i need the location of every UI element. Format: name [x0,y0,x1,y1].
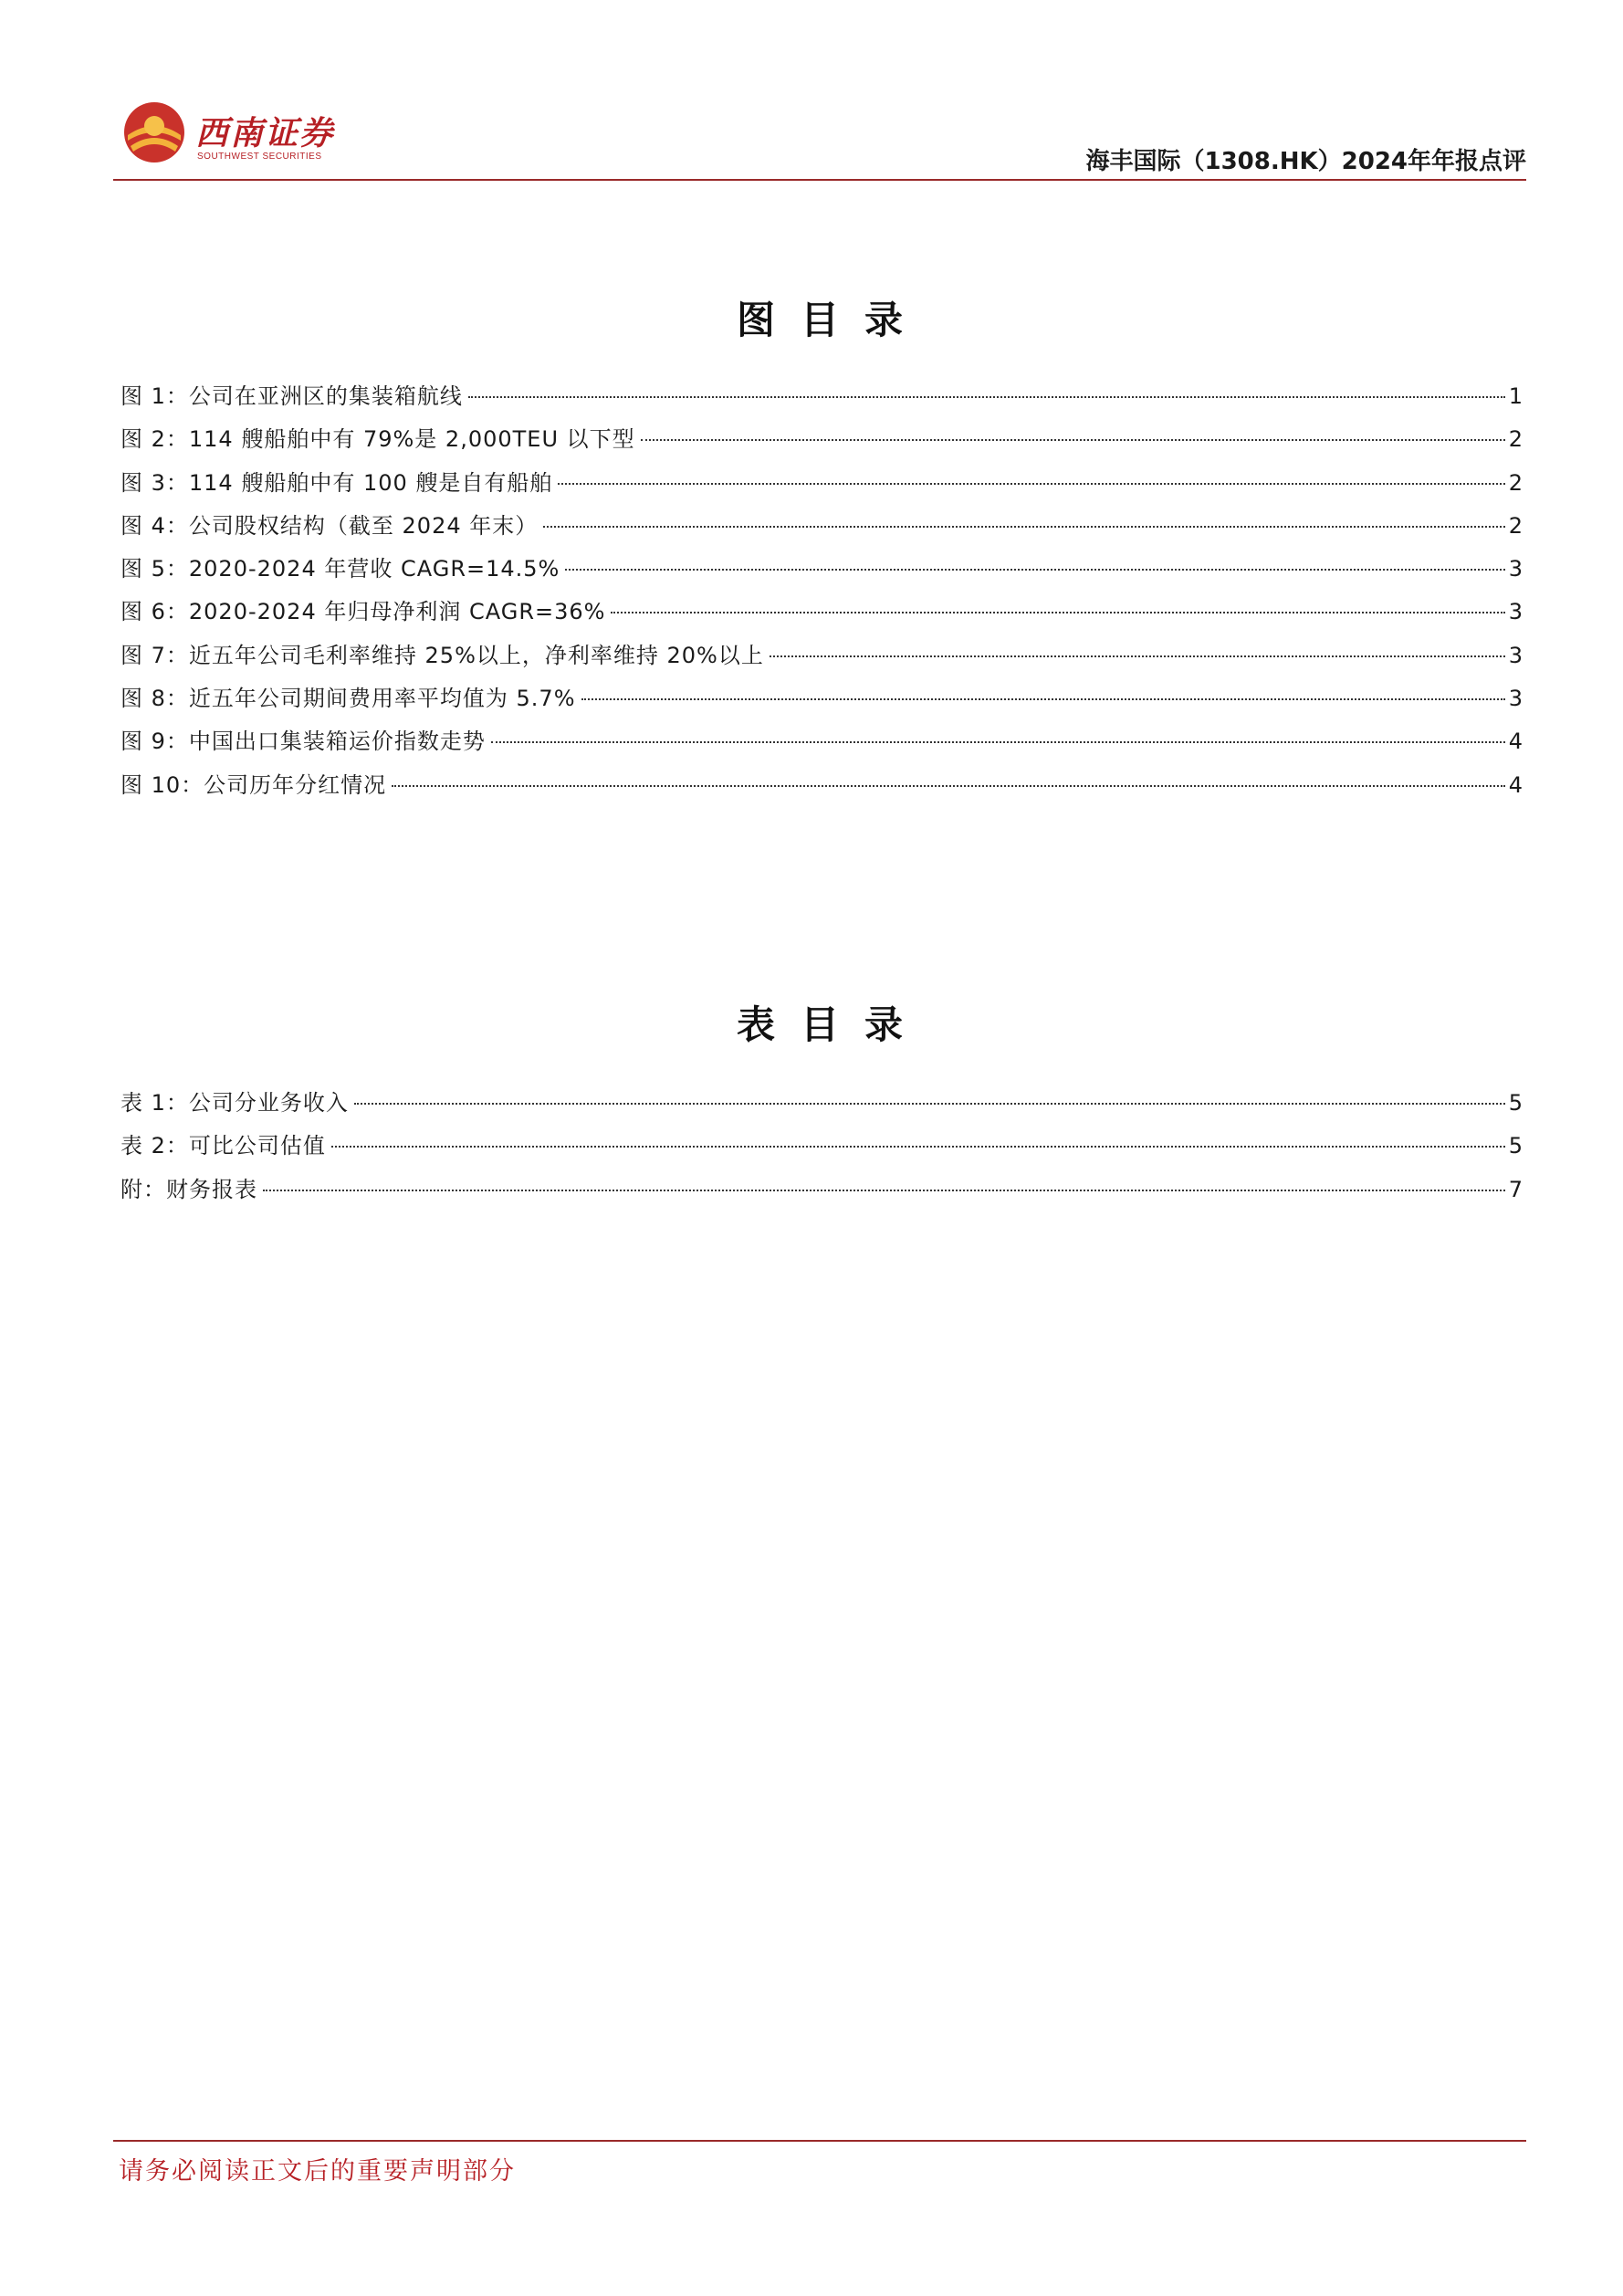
toc-dot-leader [468,396,1505,398]
toc-dot-leader [543,526,1504,528]
toc-entry[interactable] [120,378,1523,421]
page-header [113,95,1526,183]
toc-dot-leader [581,698,1505,700]
toc-entry-label: 图 5：2020-2024 年营收 CAGR=14.5% [120,556,560,582]
brand-name-cn: 西南证券 [195,114,335,152]
toc-entry[interactable] [120,637,1523,680]
toc-entry[interactable] [120,723,1523,766]
footer-divider [113,2140,1526,2142]
toc-entry-page: 4 [1508,771,1523,798]
toc-entry-page: 3 [1508,599,1523,625]
toc-dot-leader [641,439,1505,441]
report-title: 海丰国际（1308.HK）2024年年报点评 [1085,148,1526,175]
tables-toc-list [120,1085,1523,1214]
toc-entry-page: 7 [1508,1176,1523,1202]
brand-logo [122,100,378,170]
toc-entry-page: 1 [1508,383,1523,409]
tables-toc-heading [113,995,1526,1050]
toc-entry-label: 表 1：公司分业务收入 [120,1090,349,1116]
toc-entry-page: 2 [1508,469,1523,496]
tables-toc-heading-text: 表目录 [736,1002,928,1047]
toc-dot-leader [611,612,1504,613]
toc-entry[interactable] [120,1171,1523,1214]
toc-entry-label: 图 8：近五年公司期间费用率平均值为 5.7% [120,686,576,712]
figures-toc-list [120,378,1523,810]
toc-entry-label: 图 1：公司在亚洲区的集装箱航线 [120,383,463,409]
figures-toc-heading [113,290,1526,345]
toc-entry-label: 图 10：公司历年分红情况 [120,771,387,798]
toc-dot-leader [331,1146,1505,1148]
toc-entry-label: 图 7：近五年公司毛利率维持 25%以上，净利率维持 20%以上 [120,642,764,668]
toc-dot-leader [565,569,1504,571]
toc-entry[interactable] [120,680,1523,723]
header-divider [113,179,1526,181]
toc-entry-page: 4 [1508,729,1523,755]
toc-entry[interactable] [120,508,1523,550]
toc-dot-leader [491,741,1505,743]
toc-dot-leader [392,785,1505,787]
toc-entry-label: 表 2：可比公司估值 [120,1133,326,1159]
toc-entry[interactable] [120,421,1523,464]
toc-entry-page: 5 [1508,1090,1523,1116]
disclaimer-note: 请务必阅读正文后的重要声明部分 [119,2157,516,2186]
toc-entry-label: 图 2：114 艘船舶中有 79%是 2,000TEU 以下型 [120,426,635,453]
toc-entry-page: 3 [1508,556,1523,582]
toc-entry[interactable] [120,593,1523,636]
toc-entry[interactable] [120,1127,1523,1170]
toc-entry-label: 附：财务报表 [120,1176,257,1202]
toc-entry-page: 3 [1508,686,1523,712]
toc-entry[interactable] [120,465,1523,508]
logo-sun-icon [122,100,186,164]
toc-entry[interactable] [120,550,1523,593]
toc-entry-label: 图 6：2020-2024 年归母净利润 CAGR=36% [120,599,606,625]
toc-entry-label: 图 4：公司股权结构（截至 2024 年末） [120,512,539,539]
toc-dot-leader [354,1103,1505,1105]
toc-dot-leader [770,655,1505,657]
brand-name-en: SOUTHWEST SECURITIES [197,152,322,162]
toc-entry-page: 2 [1508,512,1523,539]
toc-entry-label: 图 9：中国出口集装箱运价指数走势 [120,729,486,755]
toc-entry-label: 图 3：114 艘船舶中有 100 艘是自有船舶 [120,469,553,496]
toc-entry-page: 5 [1508,1133,1523,1159]
toc-entry[interactable] [120,767,1523,810]
toc-dot-leader [558,483,1504,485]
toc-dot-leader [263,1190,1505,1191]
figures-toc-heading-text: 图目录 [736,298,928,342]
toc-entry[interactable] [120,1085,1523,1127]
toc-entry-page: 3 [1508,642,1523,668]
toc-entry-page: 2 [1508,426,1523,453]
